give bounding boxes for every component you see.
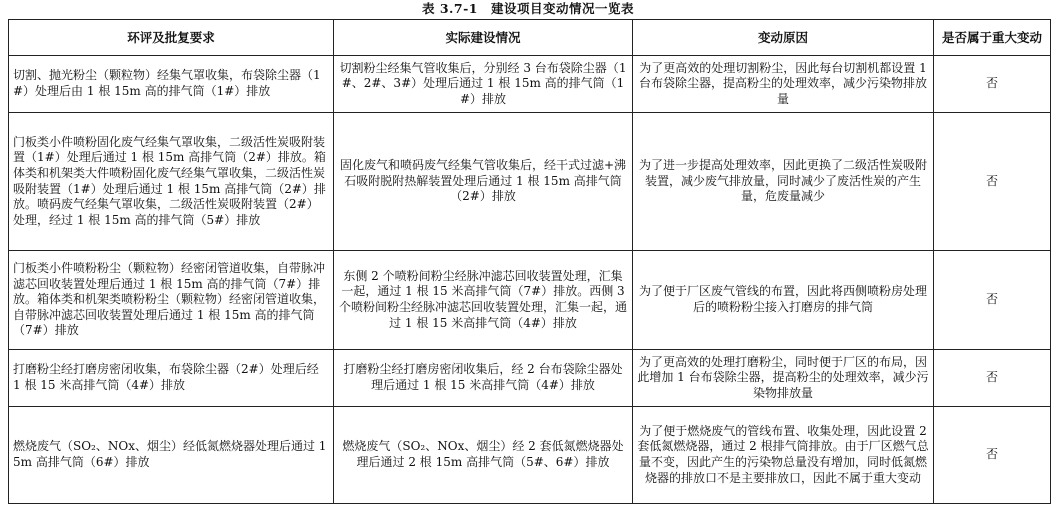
change-summary-table: [8, 19, 1051, 504]
cell-reason: 为了进一步提高处理效率，因此更换了二级活性炭吸附装置，减少废气排放量，同时减少了废活性炭的产生量，危废量减少: [633, 113, 934, 251]
table-row: [9, 56, 1051, 113]
header-major-change: 是否属于重大变动: [934, 20, 1051, 56]
cell-major-change: 否: [934, 251, 1051, 350]
table-row: [9, 407, 1051, 504]
table-row: [9, 350, 1051, 407]
table-caption: 表 3.7-1 建设项目变动情况一览表: [422, 1, 634, 16]
cell-requirement: 门板类小件喷粉固化废气经集气罩收集，二级活性炭吸附装置（1#）处理后通过 1 根 15m 高排气筒（2#）排放。箱体类和机架类大件喷粉固化废气经集气罩收集，二级活性炭吸附装置（1#）处理后通过 1 根 15m 高排气筒（2#）排放。喷码废气经集气罩收集，二级活性炭吸附装置（2#）处理，经过 1 根 15m 高的排气筒（5#）排放: [9, 113, 334, 251]
cell-reason: 为了更高效的处理打磨粉尘，同时便于厂区的布局，因此增加 1 台布袋除尘器，提高粉尘的处理效率，减少污染物排放量: [633, 350, 934, 407]
cell-requirement: 燃烧废气（SO₂、NOx、烟尘）经低氮燃烧器处理后通过 15m 高排气筒（6#）排放: [9, 407, 334, 504]
cell-actual: 打磨粉尘经打磨房密闭收集后，经 2 台布袋除尘器处理后通过 1 根 15 米高排气筒（4#）排放: [334, 350, 633, 407]
cell-reason: 为了便于厂区废气管线的布置，因此将西侧喷粉房处理后的喷粉粉尘接入打磨房的排气筒: [633, 251, 934, 350]
cell-actual: 东侧 2 个喷粉间粉尘经脉冲滤芯回收装置处理，汇集一起，通过 1 根 15 米高排气筒（7#）排放。西侧 3 个喷粉间粉尘经脉冲滤芯回收装置处理，汇集一起，通过 1 根 15 米高排气筒（4#）排放: [334, 251, 633, 350]
header-actual: 实际建设情况: [334, 20, 633, 56]
cell-actual: 燃烧废气（SO₂、NOx、烟尘）经 2 套低氮燃烧器处理后通过 2 根 15m 高排气筒（5#、6#）排放: [334, 407, 633, 504]
cell-requirement: 打磨粉尘经打磨房密闭收集，布袋除尘器（2#）处理后经 1 根 15 米高排气筒（4#）排放: [9, 350, 334, 407]
cell-requirement: 切割、抛光粉尘（颗粒物）经集气罩收集，布袋除尘器（1#）处理后由 1 根 15m 高的排气筒（1#）排放: [9, 56, 334, 113]
table-row: [9, 113, 1051, 251]
cell-requirement: 门板类小件喷粉粉尘（颗粒物）经密闭管道收集，自带脉冲滤芯回收装置处理后通过 1 根 15m 高的排气筒（7#）排放。箱体类和机架类喷粉粉尘（颗粒物）经密闭管道收集，自带脉冲滤芯回收装置处理后通过 1 根 15m 高的排气筒（7#）排放: [9, 251, 334, 350]
header-requirement: 环评及批复要求: [9, 20, 334, 56]
cell-major-change: 否: [934, 56, 1051, 113]
cell-actual: 切割粉尘经集气管收集后，分别经 3 台布袋除尘器（1#、2#、3#）处理后通过 1 根 15m 高的排气筒（1#）排放: [334, 56, 633, 113]
cell-major-change: 否: [934, 113, 1051, 251]
header-row: [9, 20, 1051, 56]
table-row: [9, 251, 1051, 350]
cell-reason: 为了更高效的处理切割粉尘，因此每台切割机都设置 1 台布袋除尘器，提高粉尘的处理效率，减少污染物排放量: [633, 56, 934, 113]
cell-actual: 固化废气和喷码废气经集气管收集后，经干式过滤+沸石吸附脱附热解装置处理后通过 1 根 15m 高排气筒（2#）排放: [334, 113, 633, 251]
cell-major-change: 否: [934, 350, 1051, 407]
cell-reason: 为了便于燃烧废气的管线布置、收集处理，因此设置 2 套低氮燃烧器，通过 2 根排气筒排放。由于厂区燃气总量不变，因此产生的污染物总量没有增加，同时低氮燃烧器的排放口不是主要排放口，因此不属于重大变动: [633, 407, 934, 504]
header-reason: 变动原因: [633, 20, 934, 56]
cell-major-change: 否: [934, 407, 1051, 504]
